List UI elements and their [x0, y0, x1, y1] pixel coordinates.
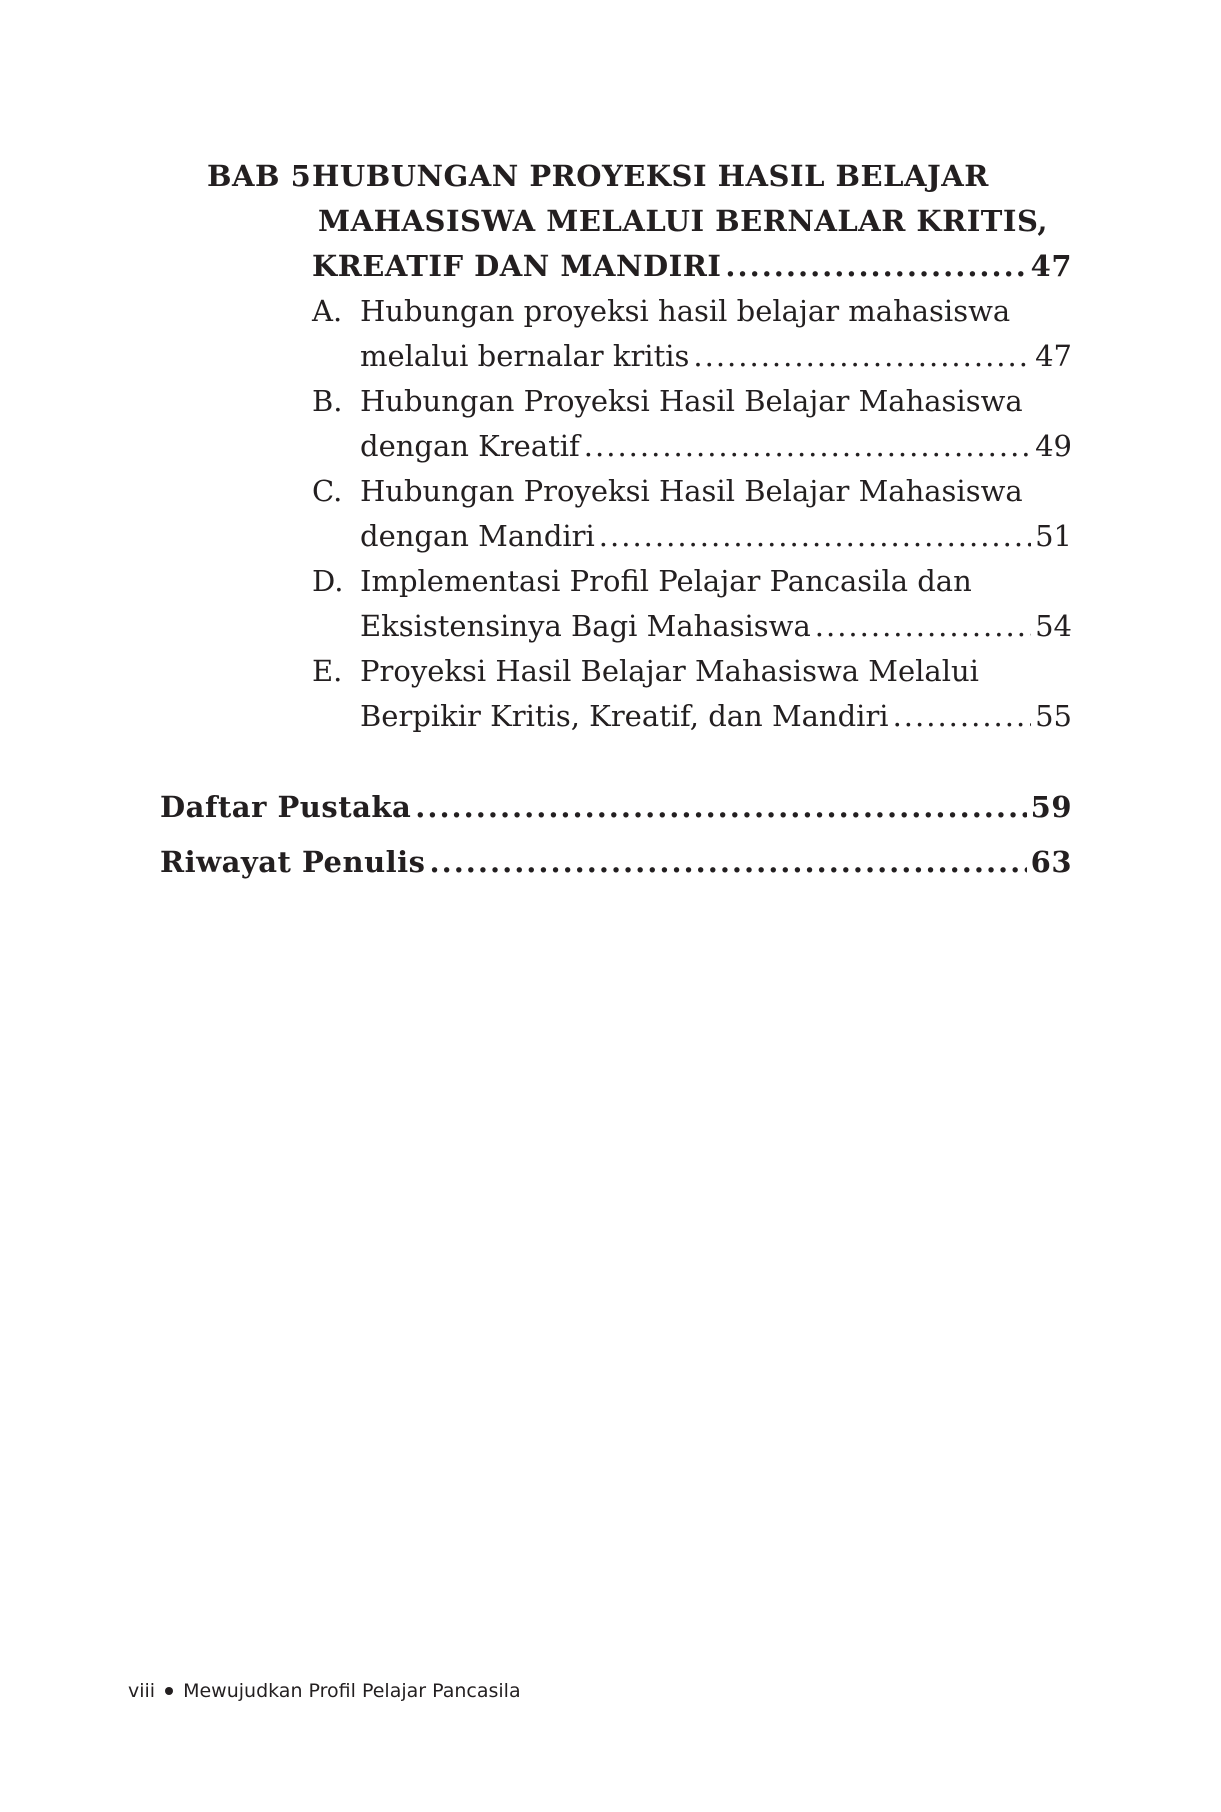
bullet-icon	[165, 1687, 173, 1695]
section-a-title-line-1: Hubungan proyeksi hasil belajar mahasiswa	[360, 294, 1011, 328]
leader-dots	[725, 248, 1026, 284]
section-a-title-line-2: melalui bernalar kritis	[360, 339, 690, 373]
section-c-entry[interactable]	[360, 518, 1072, 554]
section-b-entry[interactable]	[360, 428, 1072, 464]
footer-book-title: Mewujudkan Profil Pelajar Pancasila	[183, 1680, 521, 1702]
riwayat-penulis-entry[interactable]	[160, 844, 1072, 880]
section-d-letter: D.	[312, 564, 344, 598]
footer-page-number: viii	[128, 1680, 156, 1702]
section-b-page-number: 49	[1035, 429, 1072, 463]
section-b-title-line-1: Hubungan Proyeksi Hasil Belajar Mahasiswa	[360, 384, 1023, 418]
chapter-title-entry[interactable]	[312, 248, 1072, 284]
leader-dots	[815, 608, 1031, 644]
chapter-page-number: 47	[1030, 249, 1072, 283]
section-c-title-line-2: dengan Mandiri	[360, 519, 595, 553]
section-d-entry[interactable]	[360, 608, 1072, 644]
section-a-letter: A.	[312, 294, 343, 328]
leader-dots	[430, 844, 1027, 880]
section-e-page-number: 55	[1035, 699, 1072, 733]
section-c-page-number: 51	[1035, 519, 1072, 553]
section-b-title-line-2: dengan Kreatif	[360, 429, 580, 463]
page-footer	[128, 1680, 521, 1702]
leader-dots	[599, 518, 1031, 554]
leader-dots	[415, 789, 1026, 825]
riwayat-penulis-title: Riwayat Penulis	[160, 845, 426, 879]
chapter-label: BAB 5	[207, 159, 312, 193]
section-d-page-number: 54	[1035, 609, 1072, 643]
section-d-title-line-2: Eksistensinya Bagi Mahasiswa	[360, 609, 811, 643]
daftar-pustaka-entry[interactable]	[160, 789, 1072, 825]
section-b-letter: B.	[312, 384, 343, 418]
leader-dots	[893, 698, 1032, 734]
daftar-pustaka-page-number: 59	[1030, 790, 1072, 824]
section-e-title-line-2: Berpikir Kritis, Kreatif, dan Mandiri	[360, 699, 889, 733]
chapter-title-line-1: HUBUNGAN PROYEKSI HASIL BELAJAR	[312, 159, 989, 193]
section-e-entry[interactable]	[360, 698, 1072, 734]
leader-dots	[584, 428, 1031, 464]
section-c-title-line-1: Hubungan Proyeksi Hasil Belajar Mahasiswa	[360, 474, 1023, 508]
chapter-title-line-2: MAHASISWA MELALUI BERNALAR KRITIS,	[318, 204, 1048, 238]
section-a-entry[interactable]	[360, 338, 1072, 374]
daftar-pustaka-title: Daftar Pustaka	[160, 790, 412, 824]
section-e-title-line-1: Proyeksi Hasil Belajar Mahasiswa Melalui	[360, 654, 979, 688]
section-a-page-number: 47	[1035, 339, 1072, 373]
section-d-title-line-1: Implementasi Profil Pelajar Pancasila dan	[360, 564, 972, 598]
section-e-letter: E.	[312, 654, 343, 688]
leader-dots	[693, 338, 1031, 374]
riwayat-penulis-page-number: 63	[1030, 845, 1072, 879]
chapter-title-line-3: KREATIF DAN MANDIRI	[312, 249, 722, 283]
section-c-letter: C.	[312, 474, 343, 508]
